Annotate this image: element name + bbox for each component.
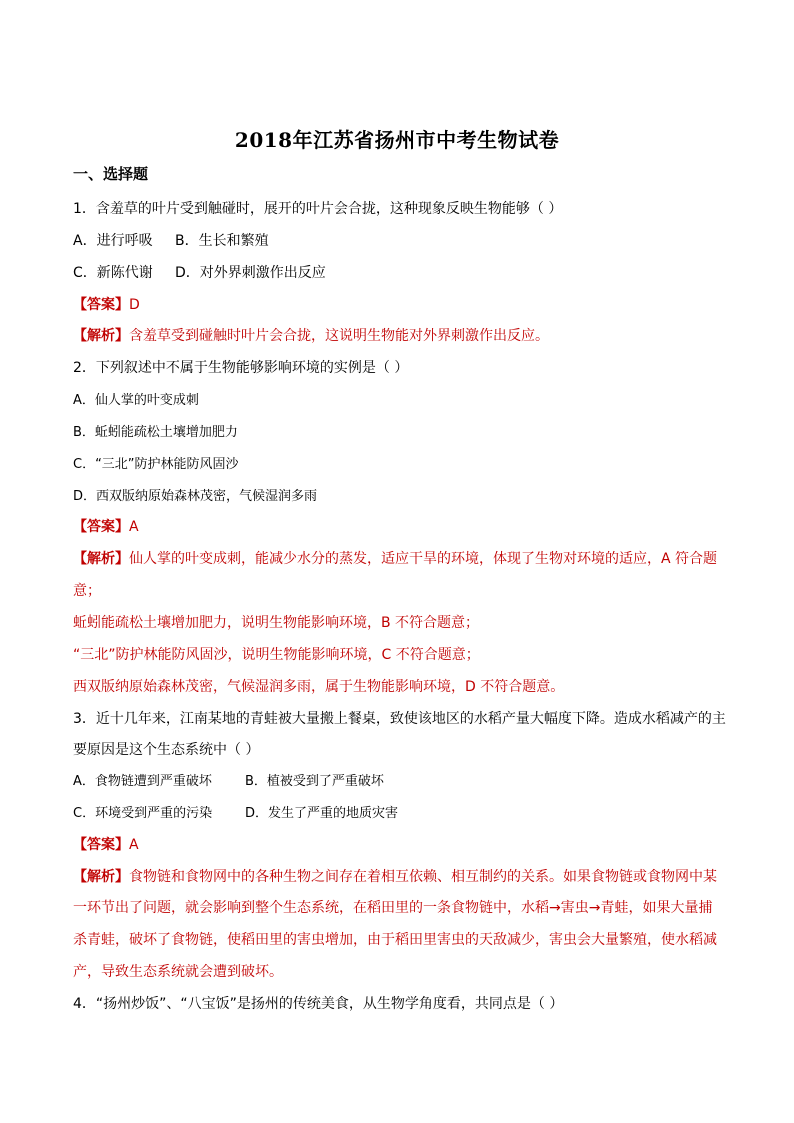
- q1-stem: 1．含羞草的叶片受到触碰时，展开的叶片会合拢，这种现象反映生物能够（ ）: [73, 201, 563, 217]
- analysis-tag: 【解析】: [73, 551, 129, 567]
- q3-analysis-line-4: 产，导致生态系统就会遭到破坏。: [73, 964, 283, 980]
- q3-options-row-1: [73, 770, 384, 789]
- answer-tag: 【答案】: [73, 837, 129, 853]
- q2-option-b: B．蚯蚓能疏松土壤增加肥力: [73, 425, 238, 440]
- q1-answer: [73, 294, 140, 314]
- q3-answer-value: A: [129, 837, 139, 853]
- q3-analysis-line-2: 一环节出了问题，就会影响到整个生态系统，在稻田里的一条食物链中，水稻→害虫→青蛙，如果大量捕: [73, 900, 713, 916]
- q3-analysis-line-1: 食物链和食物网中的各种生物之间存在着相互依赖、相互制约的关系。如果食物链或食物网中某: [129, 869, 717, 885]
- q3-option-b: B．植被受到了严重破坏: [245, 774, 384, 789]
- q3-option-c: C．环境受到严重的污染: [73, 806, 213, 821]
- q1-analysis-text: 含羞草受到碰触时叶片会合拢，这说明生物能对外界刺激作出反应。: [129, 328, 549, 344]
- q2-option-d: D．西双版纳原始森林茂密，气候湿润多雨: [73, 489, 318, 504]
- answer-tag: 【答案】: [73, 519, 129, 535]
- analysis-tag: 【解析】: [73, 328, 129, 344]
- q3-stem-line-2: 要原因是这个生态系统中（ ）: [73, 742, 260, 758]
- q2-analysis-line-2: 意；: [73, 583, 101, 599]
- q1-options-row-1: [73, 230, 269, 250]
- q3-stem-line-1: 3．近十几年来，江南某地的青蛙被大量搬上餐桌，致使该地区的水稻产量大幅度下降。造成水稻减产的主: [73, 711, 726, 727]
- q2-answer-value: A: [129, 519, 139, 535]
- q2-analysis-line-3: 蚯蚓能疏松土壤增加肥力，说明生物能影响环境，B 不符合题意；: [73, 615, 480, 631]
- section-heading: 一、选择题: [73, 165, 149, 183]
- q2-analysis-line-1: 仙人掌的叶变成刺，能减少水分的蒸发，适应干旱的环境，体现了生物对环境的适应，A 符合题: [129, 551, 718, 567]
- q2-stem: 2．下列叙述中不属于生物能够影响环境的实例是（ ）: [73, 360, 409, 376]
- answer-tag: 【答案】: [73, 297, 129, 313]
- q4-stem: 4．“扬州炒饭”、“八宝饭”是扬州的传统美食，从生物学角度看，共同点是（ ）: [73, 996, 564, 1012]
- q1-analysis: [73, 325, 549, 345]
- q1-option-b: B．生长和繁殖: [175, 233, 269, 249]
- q2-analysis-line-5: 西双版纳原始森林茂密，气候湿润多雨，属于生物能影响环境，D 不符合题意。: [73, 679, 565, 695]
- q3-option-a: A．食物链遭到严重破坏: [73, 774, 212, 789]
- q2-analysis-line-4: “三北”防护林能防风固沙，说明生物能影响环境，C 不符合题意；: [73, 647, 480, 663]
- q3-option-d: D．发生了严重的地质灾害: [245, 806, 399, 821]
- q2-option-a: A．仙人掌的叶变成刺: [73, 393, 199, 408]
- q1-option-a: A．进行呼吸: [73, 233, 153, 249]
- q2-answer: [73, 516, 139, 536]
- q1-answer-value: D: [129, 297, 140, 313]
- analysis-tag: 【解析】: [73, 869, 129, 885]
- q3-answer: [73, 834, 139, 854]
- q3-analysis: [73, 866, 717, 886]
- q2-analysis: [73, 548, 717, 568]
- q2-option-c: C．“三北”防护林能防风固沙: [73, 457, 239, 472]
- q1-options-row-2: [73, 262, 326, 282]
- q1-option-d: D．对外界刺激作出反应: [175, 265, 326, 281]
- page-title: 2018年江苏省扬州市中考生物试卷: [234, 128, 560, 152]
- q1-option-c: C．新陈代谢: [73, 265, 153, 281]
- q3-options-row-2: [73, 802, 398, 821]
- q3-analysis-line-3: 杀青蛙，破坏了食物链，使稻田里的害虫增加，由于稻田里害虫的天敌减少，害虫会大量繁殖，使水稻减: [73, 932, 717, 948]
